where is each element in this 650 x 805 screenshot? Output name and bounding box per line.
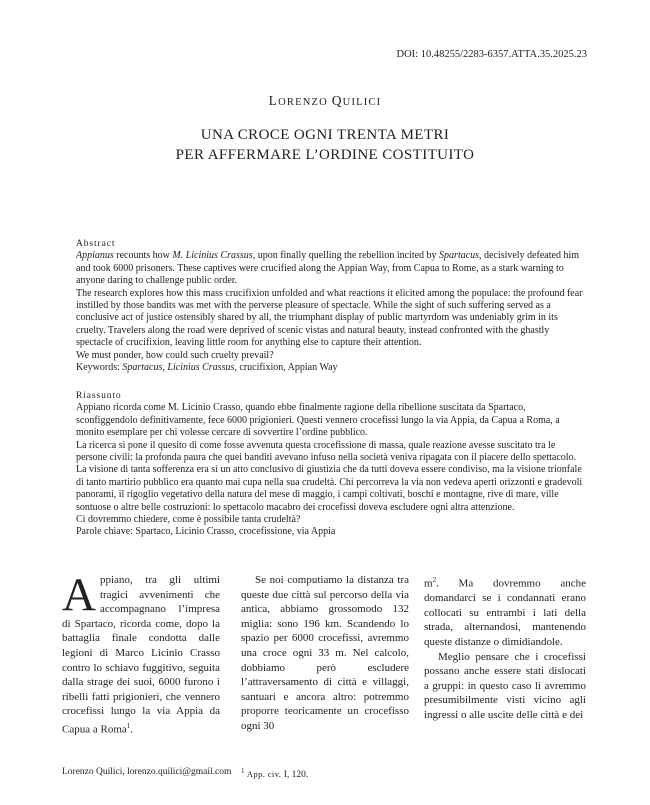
doi: DOI: 10.48255/2283-6357.ATTA.35.2025.23 (396, 49, 587, 60)
article-title (0, 125, 650, 165)
body-column-1: Appiano, tra gli ultimi tragici avvenimenti che accompagnano l’impresa di Spartaco, ricorda come, dopo la battaglia finale condotta dalle legioni di Marco Licinio Crasso contro lo schiavo fuggitivo, seguita dalla strage dei suoi, 6000 furono i ribelli fatti prigionieri, che vennero crocefissi lungo la via Appia da Capua a Roma$^1$. (62, 569, 220, 736)
riassunto-heading: Riassunto (76, 391, 122, 401)
title-line-1: UNA CROCE OGNI TRENTA METRI (200, 127, 450, 143)
abstract-paragraph: Appianus recounts how M. Licinius Crassus, upon finally quelling the rebellion incited by Spartacus, decisively defeated him and took 6000 prisoners. These captives were crucified along the Appian Way, from Capua to Rome, as a stark warning to anyone daring to challenge public order. (76, 250, 580, 287)
abstract-heading: Abstract (76, 239, 116, 249)
footnote-ref: 1 (126, 721, 131, 730)
author-email: Lorenzo Quilici, lorenzo.quilici@gmail.com (62, 767, 232, 777)
footnote: $^1$ App. civ. I, 120. (241, 767, 309, 781)
riassunto-paragraph: Ci dovremmo chiedere, come è possibile tanta crudeltà? (76, 514, 301, 526)
riassunto-paragraph: Appiano ricorda come M. Licinio Crasso, quando ebbe finalmente ragione della ribellione suscitata da Spartaco, sconfiggendolo definitivamente, fece 6000 prigionieri. Questi vennero crocefissi lungo la via Appia, da Capua a Roma, a monito esemplare per chi volesse cercare di sovvertire l’ordine pubblico. (76, 402, 560, 439)
body-column-2: Se noi computiamo la distanza tra queste due città sul percorso della via antica, abbiamo grossomodo 132 miglia: sono 196 km. Scandendo lo spazio per 6000 crocefissi, avremmo una croce ogni 33 m. Nel calcolo, dobbiamo però escludere l’attraversamento di città e villaggi, santuari e ancora altro: potremmo proporre teoricamente un crocefisso ogni 30 (241, 574, 409, 732)
footnote-ref: 2 (432, 576, 437, 584)
author-name: LORENZO QUILICI (268, 93, 382, 108)
abstract-paragraph: We must ponder, how could such cruelty prevail? (76, 349, 274, 361)
body-column-3: $m^2$. Ma dovremmo anche domandarci se i condannati erano collocati su entrambi i lati della strada, alternandosi, mantenendo queste distanze o dimidiandole. Meglio pensare che i crocefissi possano anche essere stati dislocati a gruppi: in questo caso li avremmo presumibilmente visti vicino agli ingressi o alle uscite delle città e dei (424, 576, 586, 721)
riassunto (76, 390, 588, 539)
riassunto-paragraph: La ricerca si pone il quesito di come fosse avvenuta questa crocefissione di massa, quale reazione avesse suscitato tra le persone civili: la profonda paura che quei banditi avevano infuso nella società veniva ripagata con il piacere dello spettacolo. La visione di tanta sofferenza era sì un atto conclusivo di giustizia che da tutti doveva essere condiviso, ma la visione trionfale di tanto martirio pubblico era quanto mai cupa nella sua crudeltà. Chi percorreva la via non vedeva aperti orizzonti e gradevoli panorami, il rigoglio vegetativo della natura del mese di maggio, i campi coltivati, boschi e montagne, rive di mare, ville sontuose o altre belle costruzioni: lo spettacolo macabro dei crocefissi doveva escludere ogni altra attenzione. (76, 439, 583, 513)
abstract (76, 238, 588, 374)
abstract-paragraph: The research explores how this mass crucifixion unfolded and what reactions it elicited among the populace: the profound fear instilled by those bandits was met with the perverse pleasure of spectacle. While the sight of such suffering served as a conclusive act of justice ostensibly shared by all, the triumphant display of public martyrdom was undeniably grim in its cruelty. Travelers along the road were deprived of scenic vistas and natural beauty, instead confronted with the ghastly spectacle of crucifixion, leaving little room for anything else to capture their attention. (76, 287, 583, 349)
keywords: Keywords: Spartacus, Licinius Crassus, crucifixion, Appian Way (76, 362, 338, 374)
parole-chiave: Parole chiave: Spartaco, Licinio Crasso, crocefissione, via Appia (76, 526, 336, 538)
title-line-2: PER AFFERMARE L’ORDINE COSTITUITO (175, 147, 475, 163)
drop-cap: A (62, 569, 96, 621)
